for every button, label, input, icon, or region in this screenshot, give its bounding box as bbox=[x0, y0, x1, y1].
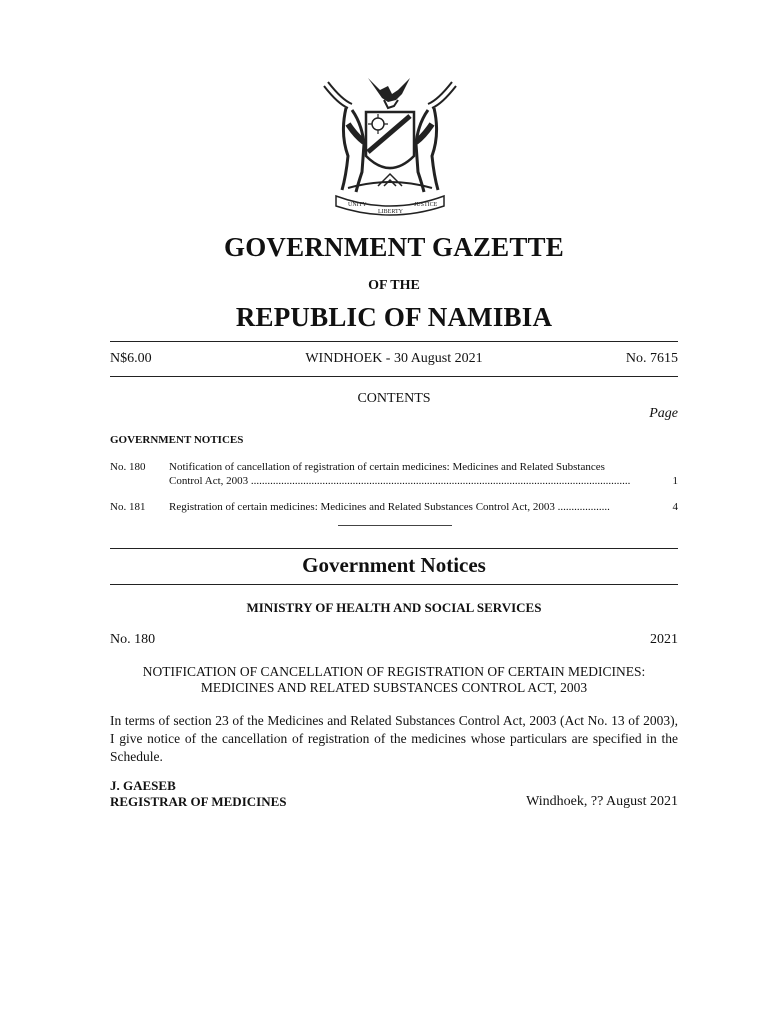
price: N$6.00 bbox=[110, 351, 152, 366]
contents-section: GOVERNMENT NOTICES bbox=[110, 434, 244, 446]
toc-entry[interactable] bbox=[110, 460, 678, 490]
issue-number: No. 7615 bbox=[625, 351, 678, 366]
toc-entry-page: 4 bbox=[672, 501, 678, 513]
toc-entry-number: No. 181 bbox=[110, 501, 146, 513]
short-divider bbox=[338, 525, 452, 526]
toc-entry-line1: Notification of cancellation of registration of certain medicines: Medicines and Related Substances bbox=[169, 461, 605, 473]
place-date: WINDHOEK - 30 August 2021 bbox=[305, 351, 483, 366]
gazette-title: GOVERNMENT GAZETTE bbox=[224, 232, 564, 262]
toc-entry-page: 1 bbox=[672, 475, 678, 487]
notice-body: In terms of section 23 of the Medicines and Related Substances Control Act, 2003 (Act No. 13 of 2003), I give notice of the cancellation of registration of the medicines whose particulars are specified in the Schedule. bbox=[110, 713, 678, 764]
toc-entry-title bbox=[169, 460, 639, 488]
notices-heading: Government Notices bbox=[302, 553, 486, 577]
toc-entry-number: No. 180 bbox=[110, 461, 146, 473]
notice-year: 2021 bbox=[650, 632, 678, 647]
toc-entry-title bbox=[169, 500, 639, 514]
toc-entry[interactable] bbox=[110, 500, 678, 516]
notice-number: No. 180 bbox=[110, 632, 156, 647]
of-the-label: OF THE bbox=[368, 278, 420, 293]
coat-of-arms-icon bbox=[318, 64, 462, 220]
divider bbox=[110, 584, 678, 585]
ministry-heading: MINISTRY OF HEALTH AND SOCIAL SERVICES bbox=[246, 600, 542, 615]
signatory-title: REGISTRAR OF MEDICINES bbox=[110, 794, 287, 809]
signatory-name: J. GAESEB bbox=[110, 778, 176, 793]
signed-place-date: Windhoek, ?? August 2021 bbox=[526, 794, 678, 809]
notice-title-line2: MEDICINES AND RELATED SUBSTANCES CONTROL ACT, 2003 bbox=[200, 680, 588, 695]
divider bbox=[110, 548, 678, 549]
contents-heading: CONTENTS bbox=[357, 391, 431, 406]
notice-number-row bbox=[110, 632, 678, 648]
toc-entry-line1: Registration of certain medicines: Medicines and Related Substances Control Act, 2003 ................... bbox=[169, 501, 610, 513]
divider bbox=[110, 341, 678, 342]
motto-justice: JUSTICE bbox=[414, 202, 438, 208]
divider bbox=[110, 376, 678, 377]
motto-unity: UNITY bbox=[348, 202, 367, 208]
republic-title: REPUBLIC OF NAMIBIA bbox=[235, 302, 553, 332]
motto-liberty: LIBERTY bbox=[378, 209, 403, 215]
notice-title-line1: NOTIFICATION OF CANCELLATION OF REGISTRATION OF CERTAIN MEDICINES: bbox=[142, 664, 646, 679]
notice-title bbox=[110, 664, 678, 696]
page-column-label: Page bbox=[649, 406, 678, 421]
toc-entry-line2: Control Act, 2003 .......................................................................................................................................... bbox=[169, 475, 631, 487]
